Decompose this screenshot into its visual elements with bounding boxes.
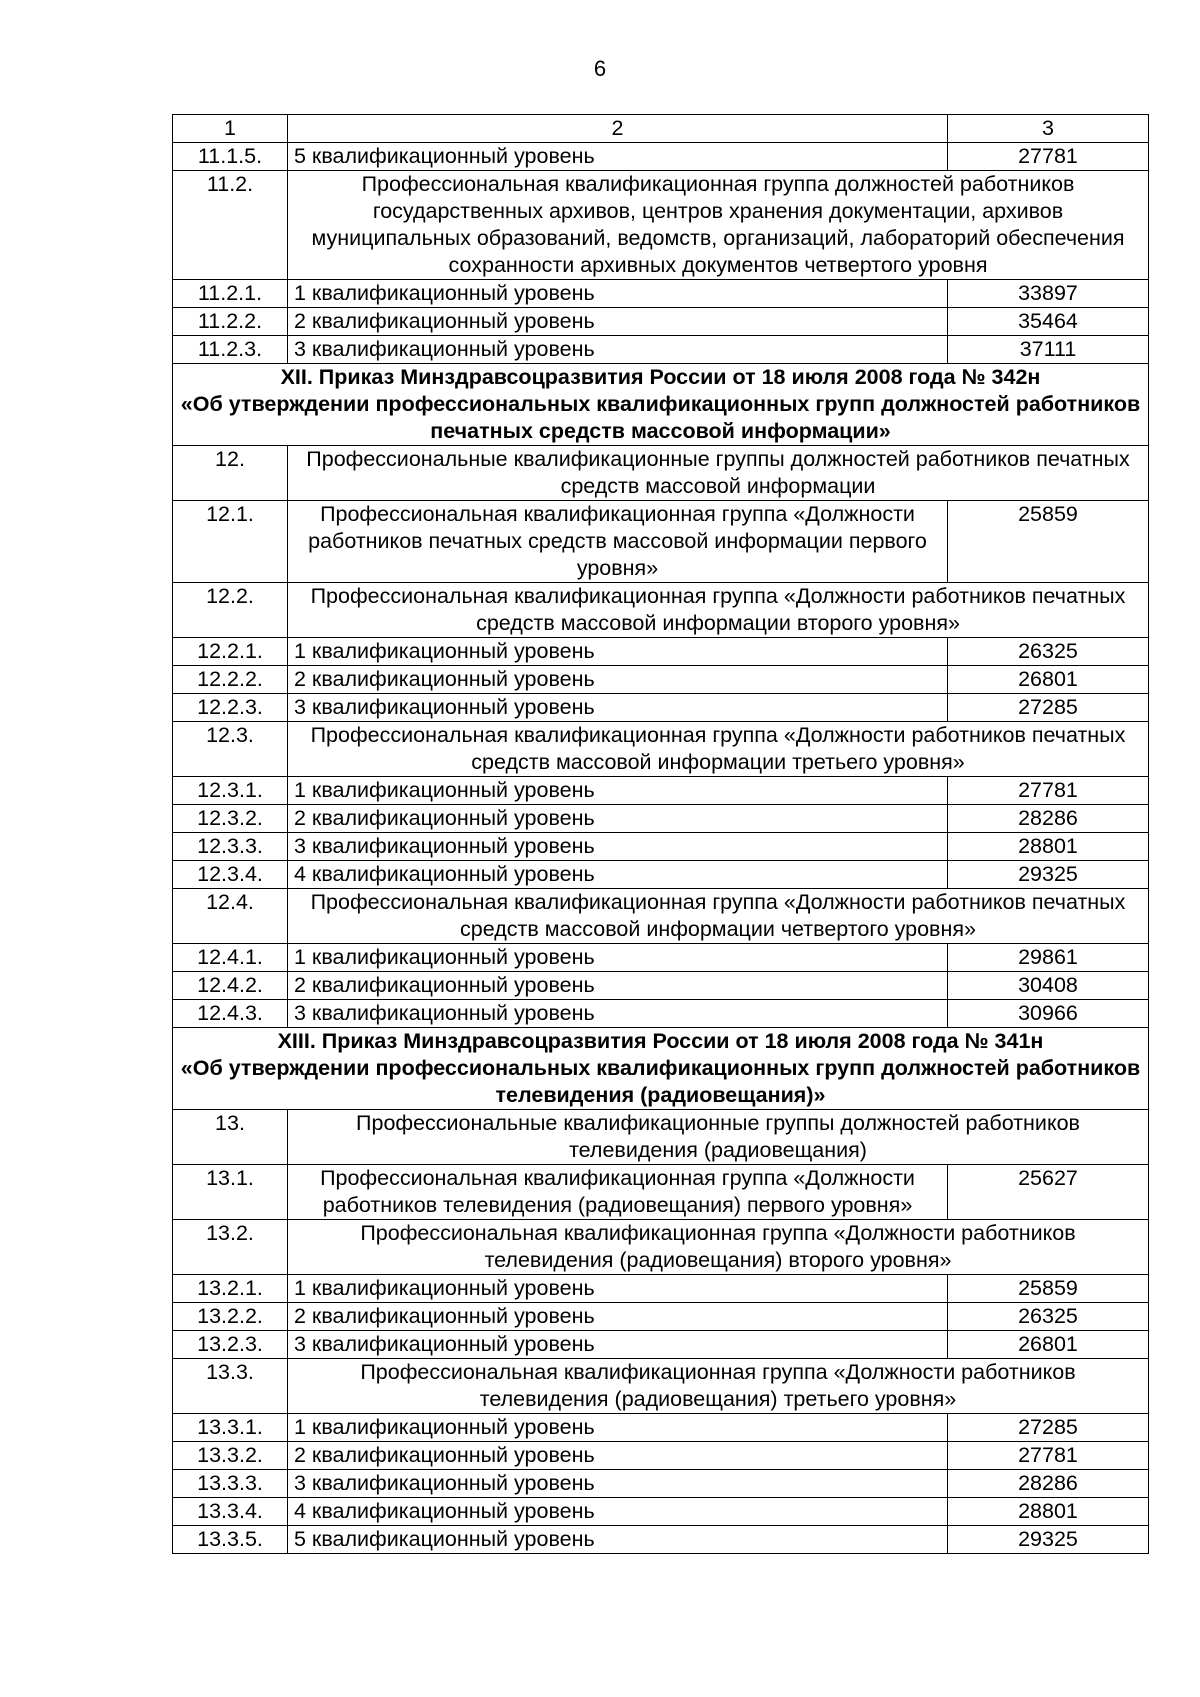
table-row [173,1000,1149,1028]
table-row [173,972,1149,1000]
table-row [173,1275,1149,1303]
row-number: 13. [173,1110,288,1165]
row-number: 13.3.1. [173,1414,288,1442]
section-heading-line: XII. Приказ Минздравсоцразвития России от 18 июля 2008 года № 342н [280,365,1041,389]
row-number: 13.3.2. [173,1442,288,1470]
table-row [173,1303,1149,1331]
row-number: 12.4.1. [173,944,288,972]
table-row [173,336,1149,364]
group-title: Профессиональные квалификационные группы должностей работников телевидения (радиовещания) [288,1110,1149,1165]
section-heading [173,1028,1149,1110]
qualification-level: 3 квалификационный уровень [288,833,948,861]
salary-value: 26801 [948,1331,1149,1359]
qualification-level: 2 квалификационный уровень [288,805,948,833]
qualification-level: 1 квалификационный уровень [288,280,948,308]
salary-value: 30966 [948,1000,1149,1028]
group-title: Профессиональная квалификационная группа «Должности работников телевидения (радиовещания) первого уровня» [288,1165,948,1220]
qualification-level: 1 квалификационный уровень [288,1414,948,1442]
salary-value: 33897 [948,280,1149,308]
group-row [173,501,1149,583]
table-row [173,805,1149,833]
group-title: Профессиональная квалификационная группа «Должности работников печатных средств массовой информации третьего уровня» [288,722,1149,777]
salary-value: 25859 [948,501,1149,583]
qualification-level: 2 квалификационный уровень [288,1442,948,1470]
row-number: 11.2.2. [173,308,288,336]
group-row [173,889,1149,944]
salary-value: 28801 [948,1498,1149,1526]
section-heading-line: «Об утверждении профессиональных квалификационных групп должностей работников телевидения (радиовещания)» [180,1056,1141,1107]
row-number: 13.2. [173,1220,288,1275]
salary-value: 37111 [948,336,1149,364]
section-heading-line: «Об утверждении профессиональных квалификационных групп должностей работников печатных средств массовой информации» [180,392,1141,443]
row-number: 13.3. [173,1359,288,1414]
row-number: 11.2.3. [173,336,288,364]
salary-value: 26325 [948,638,1149,666]
row-number: 12.4. [173,889,288,944]
qualification-level: 1 квалификационный уровень [288,1275,948,1303]
qualification-level: 3 квалификационный уровень [288,1000,948,1028]
row-number: 13.2.3. [173,1331,288,1359]
salary-value: 27781 [948,143,1149,171]
salary-value: 25859 [948,1275,1149,1303]
qualification-level: 3 квалификационный уровень [288,1331,948,1359]
row-number: 12.3.2. [173,805,288,833]
row-number: 12.2.2. [173,666,288,694]
table-row [173,1414,1149,1442]
salary-value: 29325 [948,1526,1149,1554]
row-number: 11.1.5. [173,143,288,171]
salary-value: 30408 [948,972,1149,1000]
qualification-level: 5 квалификационный уровень [288,143,948,171]
group-row [173,446,1149,501]
qualification-level: 2 квалификационный уровень [288,972,948,1000]
qualification-level: 3 квалификационный уровень [288,1470,948,1498]
column-header-2: 2 [288,115,948,143]
table-header-row [173,115,1149,143]
row-number: 13.2.1. [173,1275,288,1303]
qualification-level: 3 квалификационный уровень [288,694,948,722]
row-number: 12.2. [173,583,288,638]
row-number: 13.3.5. [173,1526,288,1554]
table-row [173,666,1149,694]
salary-value: 26325 [948,1303,1149,1331]
row-number: 12.4.2. [173,972,288,1000]
page-number: 6 [593,56,607,81]
qualification-level: 2 квалификационный уровень [288,308,948,336]
group-row [173,1165,1149,1220]
qualification-level: 1 квалификационный уровень [288,777,948,805]
row-number: 12.3.3. [173,833,288,861]
section-heading-row [173,1028,1149,1110]
row-number: 12.1. [173,501,288,583]
table-row [173,308,1149,336]
group-row [173,1110,1149,1165]
row-number: 12.4.3. [173,1000,288,1028]
table-row [173,777,1149,805]
qualification-level: 1 квалификационный уровень [288,638,948,666]
group-title: Профессиональная квалификационная группа «Должности работников телевидения (радиовещания) третьего уровня» [288,1359,1149,1414]
table-row [173,143,1149,171]
table-row [173,833,1149,861]
table-body [173,115,1149,1554]
salary-value: 35464 [948,308,1149,336]
qualification-level: 4 квалификационный уровень [288,861,948,889]
table-row [173,638,1149,666]
row-number: 12. [173,446,288,501]
row-number: 13.2.2. [173,1303,288,1331]
table-row [173,1498,1149,1526]
row-number: 11.2.1. [173,280,288,308]
row-number: 13.3.3. [173,1470,288,1498]
salary-value: 25627 [948,1165,1149,1220]
salary-table [172,114,1149,1554]
table-row [173,280,1149,308]
group-title: Профессиональная квалификационная группа «Должности работников печатных средств массовой информации четвертого уровня» [288,889,1149,944]
salary-value: 27285 [948,1414,1149,1442]
group-row [173,1359,1149,1414]
row-number: 13.1. [173,1165,288,1220]
salary-value: 29325 [948,861,1149,889]
group-row [173,722,1149,777]
row-number: 13.3.4. [173,1498,288,1526]
row-number: 12.3. [173,722,288,777]
group-title: Профессиональные квалификационные группы должностей работников печатных средств массовой информации [288,446,1149,501]
group-title: Профессиональная квалификационная группа «Должности работников печатных средств массовой информации первого уровня» [288,501,948,583]
row-number: 12.2.1. [173,638,288,666]
column-header-1: 1 [173,115,288,143]
table-row [173,944,1149,972]
group-title: Профессиональная квалификационная группа «Должности работников печатных средств массовой информации второго уровня» [288,583,1149,638]
qualification-level: 5 квалификационный уровень [288,1526,948,1554]
row-number: 12.3.4. [173,861,288,889]
salary-value: 28801 [948,833,1149,861]
row-number: 12.2.3. [173,694,288,722]
group-title: Профессиональная квалификационная группа должностей работников государственных архивов, центров хранения документации, архивов муниципальных образований, ведомств, организаций, лабораторий обеспечения сохранности архивных документов четвертого уровня [288,171,1149,280]
salary-value: 27781 [948,777,1149,805]
table-row [173,694,1149,722]
group-title: Профессиональная квалификационная группа «Должности работников телевидения (радиовещания) второго уровня» [288,1220,1149,1275]
table-row [173,861,1149,889]
group-row [173,171,1149,280]
table-row [173,1331,1149,1359]
section-heading [173,364,1149,446]
qualification-level: 4 квалификационный уровень [288,1498,948,1526]
salary-value: 29861 [948,944,1149,972]
salary-value: 27285 [948,694,1149,722]
section-heading-row [173,364,1149,446]
salary-value: 28286 [948,805,1149,833]
group-row [173,1220,1149,1275]
table-row [173,1470,1149,1498]
table-row [173,1526,1149,1554]
salary-value: 26801 [948,666,1149,694]
qualification-level: 2 квалификационный уровень [288,1303,948,1331]
qualification-level: 3 квалификационный уровень [288,336,948,364]
group-row [173,583,1149,638]
salary-value: 27781 [948,1442,1149,1470]
salary-value: 28286 [948,1470,1149,1498]
column-header-3: 3 [948,115,1149,143]
table-row [173,1442,1149,1470]
qualification-level: 1 квалификационный уровень [288,944,948,972]
row-number: 11.2. [173,171,288,280]
section-heading-line: XIII. Приказ Минздравсоцразвития России от 18 июля 2008 года № 341н [277,1029,1044,1053]
row-number: 12.3.1. [173,777,288,805]
qualification-level: 2 квалификационный уровень [288,666,948,694]
